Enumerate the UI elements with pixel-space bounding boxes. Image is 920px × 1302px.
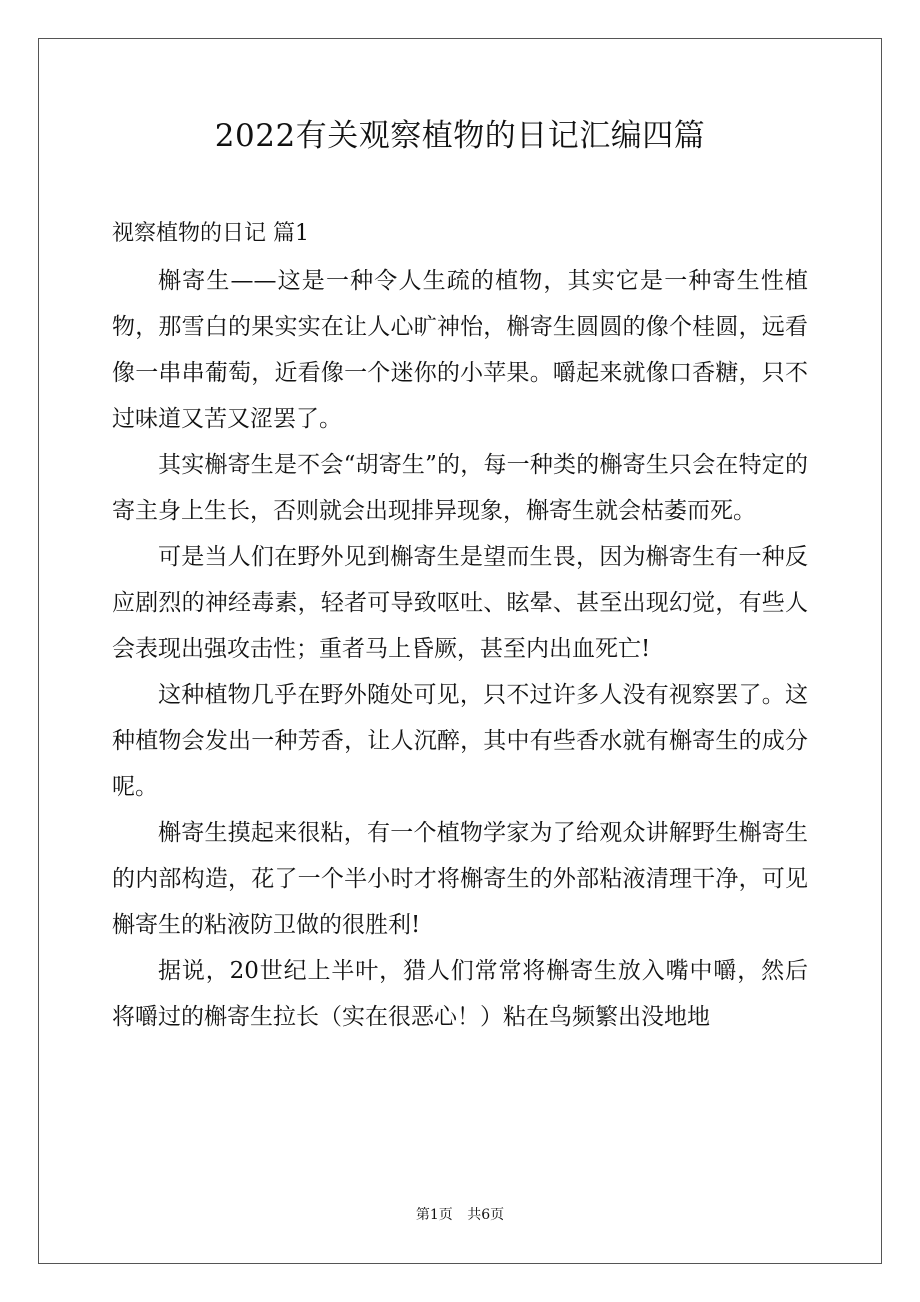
section-heading: 视察植物的日记 篇1	[112, 221, 309, 246]
document-body	[112, 258, 808, 1040]
page-total: 共6页	[467, 1207, 505, 1223]
page-number: 第1页	[415, 1207, 453, 1223]
paragraph: 据说，20世纪上半叶，猎人们常常将槲寄生放入嘴中嚼，然后将嚼过的槲寄生拉长（实在很恶心！）粘在鸟频繁出没地地	[112, 958, 808, 1030]
paragraph: 槲寄生——这是一种令人生疏的植物，其实它是一种寄生性植物，那雪白的果实实在让人心旷神怡，槲寄生圆圆的像个桂圆，远看像一串串葡萄，近看像一个迷你的小苹果。嚼起来就像口香糖，只不过味道又苦又涩罢了。	[112, 268, 808, 432]
paragraph: 其实槲寄生是不会“胡寄生”的，每一种类的槲寄生只会在特定的寄主身上生长，否则就会出现排异现象，槲寄生就会枯萎而死。	[112, 452, 808, 524]
page-footer	[0, 1204, 920, 1226]
paragraph: 可是当人们在野外见到槲寄生是望而生畏，因为槲寄生有一种反应剧烈的神经毒素，轻者可导致呕吐、眩晕、甚至出现幻觉，有些人会表现出强攻击性；重者马上昏厥，甚至内出血死亡!	[112, 544, 808, 662]
paragraph: 这种植物几乎在野外随处可见，只不过许多人没有视察罢了。这种植物会发出一种芳香，让人沉醉，其中有些香水就有槲寄生的成分呢。	[112, 682, 808, 800]
paragraph: 槲寄生摸起来很粘，有一个植物学家为了给观众讲解野生槲寄生的内部构造，花了一个半小时才将槲寄生的外部粘液清理干净，可见槲寄生的粘液防卫做的很胜利!	[112, 820, 808, 938]
document-title: 2022有关观察植物的日记汇编四篇	[214, 118, 706, 154]
